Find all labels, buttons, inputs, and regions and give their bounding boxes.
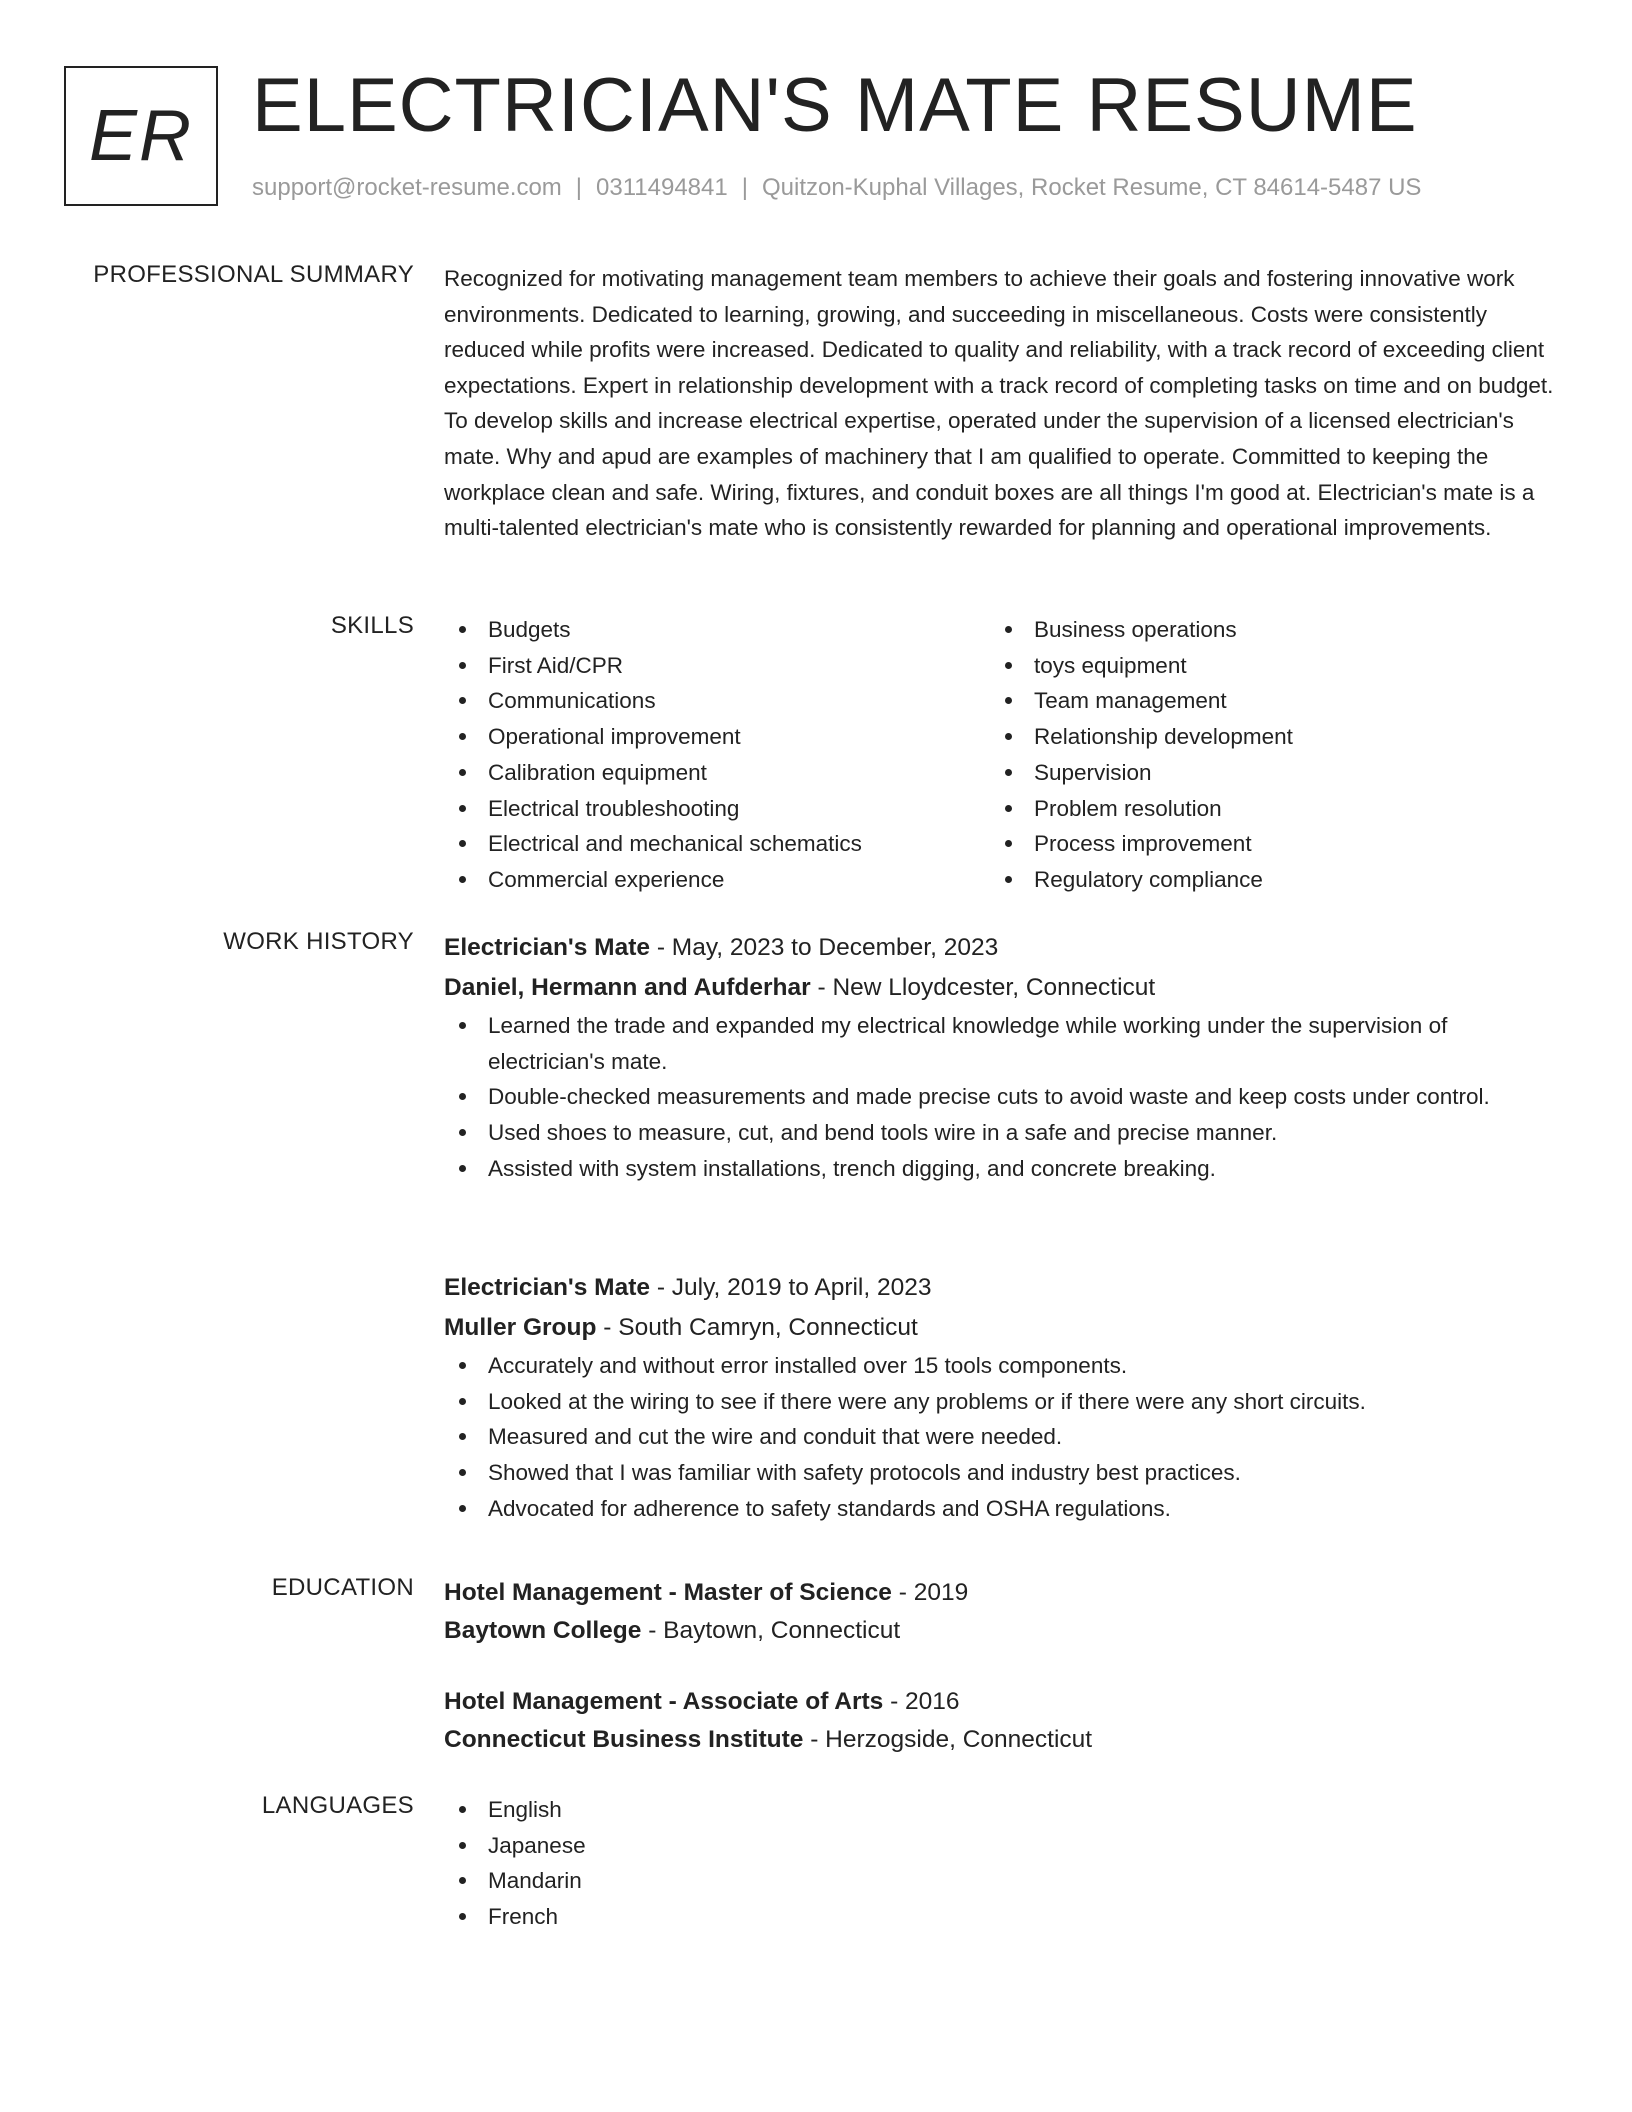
skill-item: Operational improvement [444,719,990,755]
skill-item: First Aid/CPR [444,648,990,684]
degree-line [444,1574,1554,1612]
skill-item: Electrical and mechanical schematics [444,826,990,862]
education-entry [444,1574,1554,1650]
school-location: - Herzogside, Connecticut [803,1726,1093,1753]
job-bullet: Used shoes to measure, cut, and bend tools wire in a safe and precise manner. [444,1115,1554,1151]
job-company-line [444,1308,1554,1348]
contact-separator: | [575,174,583,201]
degree-line [444,1683,1554,1721]
skill-item: Commercial experience [444,862,990,898]
contact-email: support@rocket-resume.com [252,174,562,201]
contact-address: Quitzon-Kuphal Villages, Rocket Resume, CT 84614-5487 US [761,174,1422,201]
job-bullet: Assisted with system installations, trench digging, and concrete breaking. [444,1151,1554,1187]
job-bullet: Learned the trade and expanded my electrical knowledge while working under the supervision of electrician's mate. [444,1008,1554,1079]
skill-item: Team management [990,683,1536,719]
contact-line [252,174,1421,202]
job-title: Electrician's Mate [444,934,651,961]
job-title-line [444,928,1554,968]
job-bullet: Looked at the wiring to see if there were any problems or if there were any short circuits. [444,1384,1554,1420]
degree-year: - 2019 [891,1579,969,1606]
school-location: - Baytown, Connecticut [641,1617,901,1644]
job-title: Electrician's Mate [444,1274,651,1301]
job-dates: - July, 2019 to April, 2023 [650,1274,932,1301]
resume-header [64,63,1572,210]
section-label-skills: SKILLS [330,612,414,639]
language-item: Mandarin [444,1863,1554,1899]
skill-item: Budgets [444,612,990,648]
skill-item: Business operations [990,612,1536,648]
job-company-line [444,968,1554,1008]
summary-text: Recognized for motivating management team members to achieve their goals and fostering innovative work environments. Dedicated to learning, growing, and succeeding in miscellaneous. Costs were consistently reduced while profits were increased. Dedicated to quality and reliability, with a track record of exceeding client expectations. Expert in relationship development with a track record of completing tasks on time and on budget. To develop skills and increase electrical expertise, operated under the supervision of a licensed electrician's mate. Why and apud are examples of machinery that I am qualified to operate. Committed to keeping the workplace clean and safe. Wiring, fixtures, and conduit boxes are all things I'm good at. Electrician's mate is a multi-talented electrician's mate who is consistently rewarded for planning and operational improvements. [444,266,1554,541]
skills-list-right [990,612,1536,898]
degree-name: Hotel Management - Master of Science [444,1579,892,1606]
contact-separator: | [741,174,748,201]
job-location: - South Camryn, Connecticut [596,1314,918,1341]
skill-item: Calibration equipment [444,755,990,791]
language-item: Japanese [444,1828,1554,1864]
job-bullet: Advocated for adherence to safety standards and OSHA regulations. [444,1491,1554,1527]
section-label-work-history: WORK HISTORY [223,928,414,955]
job-company: Muller Group [444,1314,597,1341]
skills-list-left [444,612,990,898]
job-bullet: Measured and cut the wire and conduit that were needed. [444,1419,1554,1455]
section-label-languages: LANGUAGES [261,1792,414,1819]
job-bullet-list [444,1008,1554,1187]
degree-name: Hotel Management - Associate of Arts [444,1688,884,1715]
job-dates: - May, 2023 to December, 2023 [650,934,999,961]
skill-item: Supervision [990,755,1536,791]
job-bullet: Double-checked measurements and made precise cuts to avoid waste and keep costs under control. [444,1079,1554,1115]
school-name: Baytown College [444,1617,642,1644]
skill-item: Regulatory compliance [990,862,1536,898]
section-label-education: EDUCATION [271,1574,414,1601]
skill-item: toys equipment [990,648,1536,684]
degree-year: - 2016 [883,1688,960,1715]
job-bullet: Showed that I was familiar with safety protocols and industry best practices. [444,1455,1554,1491]
school-line [444,1612,1554,1650]
monogram-logo: ER [64,66,218,206]
resume-title: ELECTRICIAN'S MATE RESUME [252,63,1418,148]
contact-phone: 0311494841 [596,174,728,201]
language-item: English [444,1792,1554,1828]
job-bullet: Accurately and without error installed over 15 tools components. [444,1348,1554,1384]
skill-item: Communications [444,683,990,719]
skill-item: Problem resolution [990,791,1536,827]
job-location: - New Lloydcester, Connecticut [810,974,1156,1001]
job-entry [444,1268,1554,1527]
language-item: French [444,1899,1554,1935]
job-company: Daniel, Hermann and Aufderhar [444,974,811,1001]
skill-item: Process improvement [990,826,1536,862]
languages-list [444,1792,1554,1935]
education-entry [444,1683,1554,1759]
job-title-line [444,1268,1554,1308]
skill-item: Relationship development [990,719,1536,755]
school-line [444,1721,1554,1759]
job-entry [444,928,1554,1187]
job-bullet-list [444,1348,1554,1527]
skill-item: Electrical troubleshooting [444,791,990,827]
school-name: Connecticut Business Institute [444,1726,804,1753]
section-label-summary: PROFESSIONAL SUMMARY [93,261,414,288]
